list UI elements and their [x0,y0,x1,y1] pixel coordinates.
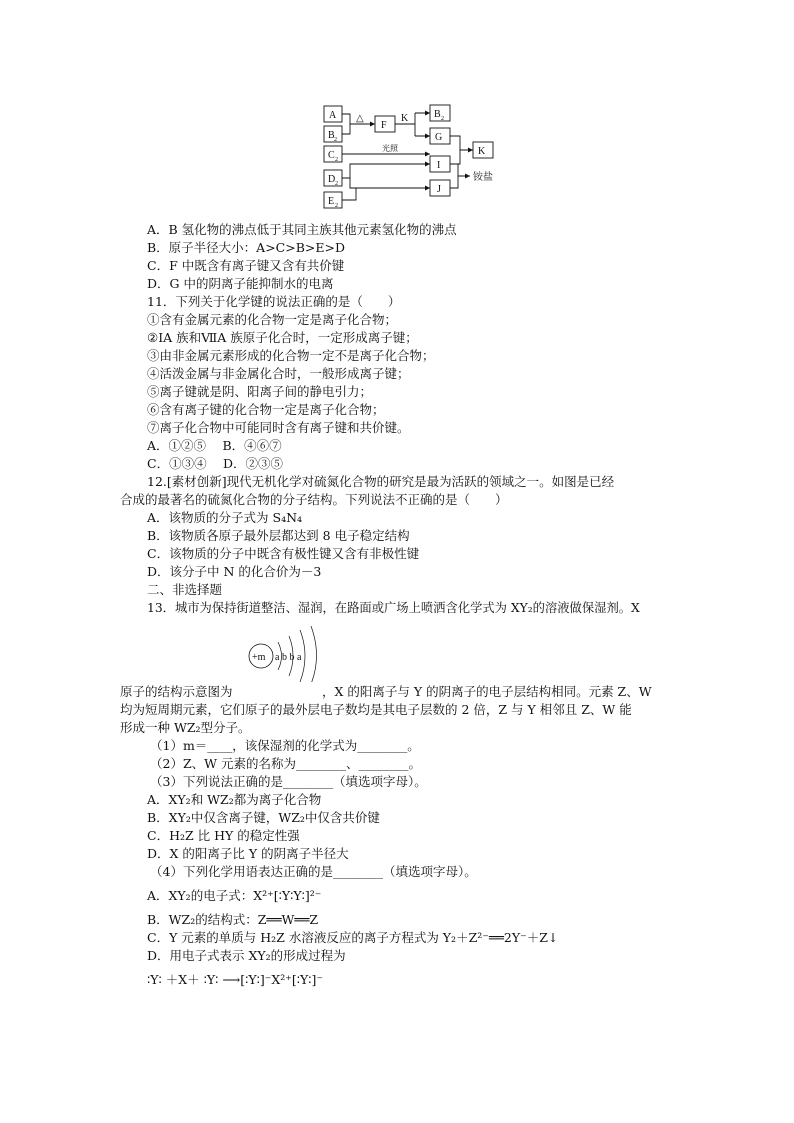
arrow-label-K: K [401,113,409,124]
q13-part4-formation-formula: ∶Y∶ ＋X＋ ∶Y∶ ⟶[∶Y∶]⁻X²⁺[∶Y∶]⁻ [147,972,323,987]
label-G: G [435,132,443,143]
reaction-flow-svg [320,102,510,212]
q10-option-c: C．F 中既含有离子键又含有共价键 [147,258,345,273]
shell-electrons-label: a b b a [275,652,302,663]
light-label: 光照 [382,144,398,153]
q12-stem-line1: 12.[素材创新]现代无机化学对硫氮化合物的研究是最为活跃的领域之一。如图是已经 [147,474,615,489]
label-E: E [328,196,335,207]
q13-part4: （4）下列化学用语表达正确的是________（填选项字母）。 [150,864,477,879]
q13-part3-option-b: B．XY₂中仅含离子键，WZ₂中仅含共价键 [147,810,380,825]
q12-stem-line2: 合成的最著名的硫氮化合物的分子结构。下列说法不正确的是（ ） [120,492,508,507]
label-B2-right: B [434,109,441,120]
svg-text:2: 2 [335,157,338,163]
q11-statement-4: ④活泼金属与非金属化合时，一般形成离子键； [147,366,410,381]
q11-statement-6: ⑥含有离子键的化合物一定是离子化合物； [147,402,385,417]
q13-part3-option-c: C．H₂Z 比 HY 的稳定性强 [147,828,300,843]
label-J: J [437,184,441,195]
label-B: B [328,130,335,141]
svg-text:2: 2 [441,116,444,122]
reaction-flow-diagram [320,102,510,212]
section-heading: 二、非选择题 [147,582,223,597]
label-I: I [437,160,441,171]
q13-part3: （3）下列说法正确的是________（填选项字母）。 [150,774,427,789]
q13-part4-option-d: D．用电子式表示 XY₂的形成过程为 [147,948,346,963]
label-C: C [328,150,335,161]
q12-option-b: B．该物质各原子最外层都达到 8 电子稳定结构 [147,528,410,543]
q13-stem-line1: 13．城市为保持街道整洁、湿润，在路面或广场上喷洒含化学式为 XY₂的溶液做保湿剂。X [147,601,640,615]
q10-option-d: D．G 中的阴离子能抑制水的电离 [147,276,334,291]
q13-part2: （2）Z、W 元素的名称为________、________。 [150,756,421,771]
atom-structure-svg [245,622,325,682]
heat-symbol: △ [356,113,364,124]
q11-stem: 11．下列关于化学键的说法正确的是（ ） [147,294,401,309]
label-A: A [329,110,337,121]
ammonium-salt-label: 铵盐 [473,172,493,183]
q13-stem-line2a: 原子的结构示意图为 [120,684,233,699]
q11-statement-1: ①含有金属元素的化合物一定是离子化合物； [147,312,398,327]
label-F: F [381,120,387,131]
q10-option-a: A．B 氢化物的沸点低于其同主族其他元素氢化物的沸点 [147,222,457,237]
svg-text:2: 2 [335,203,338,209]
q13-stem-line4: 形成一种 WZ₂型分子。 [120,720,251,735]
nucleus-label: +m [252,652,266,663]
q10-option-b: B．原子半径大小：A>C>B>E>D [147,240,346,255]
q13-part3-option-a: A．XY₂和 WZ₂都为离子化合物 [147,792,322,807]
q12-option-c: C．该物质的分子中既含有极性键又含有非极性键 [147,546,420,561]
q11-options-cd: C．①③④ D．②③⑤ [147,456,284,471]
q12-option-a: A．该物质的分子式为 S₄N₄ [147,510,303,525]
q12-option-d: D．该分子中 N 的化合价为－3 [147,564,322,579]
label-D: D [328,174,336,185]
svg-text:2: 2 [334,137,337,143]
q13-part1: （1）m＝____，该保湿剂的化学式为________。 [150,738,420,753]
label-K: K [478,146,486,157]
q13-part3-option-d: D．X 的阳离子比 Y 的阴离子半径大 [147,846,349,861]
q13-stem-line2b: ，X 的阳离子与 Y 的阴离子的电子层结构相同。元素 Z、W [322,684,652,699]
q13-part4-option-b: B．WZ₂的结构式：Z══W══Z [147,912,319,927]
q11-statement-5: ⑤离子键就是阴、阳离子间的静电引力； [147,384,373,399]
q11-options-ab: A．①②⑤ B．④⑥⑦ [147,438,282,453]
q13-part4-option-c: C．Y 元素的单质与 H₂Z 水溶液反应的离子方程式为 Y₂＋Z²⁻══2Y⁻＋Z↓ [147,930,559,945]
atom-structure-diagram [245,622,325,682]
q11-statement-3: ③由非金属元素形成的化合物一定不是离子化合物； [147,348,435,363]
q11-statement-2: ②ⅠA 族和ⅦA 族原子化合时，一定形成离子键； [147,330,418,345]
q11-statement-7: ⑦离子化合物中可能同时含有离子键和共价键。 [147,420,410,435]
q13-stem-line3: 均为短周期元素，它们原子的最外层电子数均是其电子层数的 2 倍，Z 与 Y 相邻且 Z、W 能 [120,702,632,717]
svg-text:2: 2 [335,181,338,187]
q13-part4-option-a: A．XY₂的电子式：X²⁺[∶Y∶Y∶]²⁻ [147,888,322,903]
